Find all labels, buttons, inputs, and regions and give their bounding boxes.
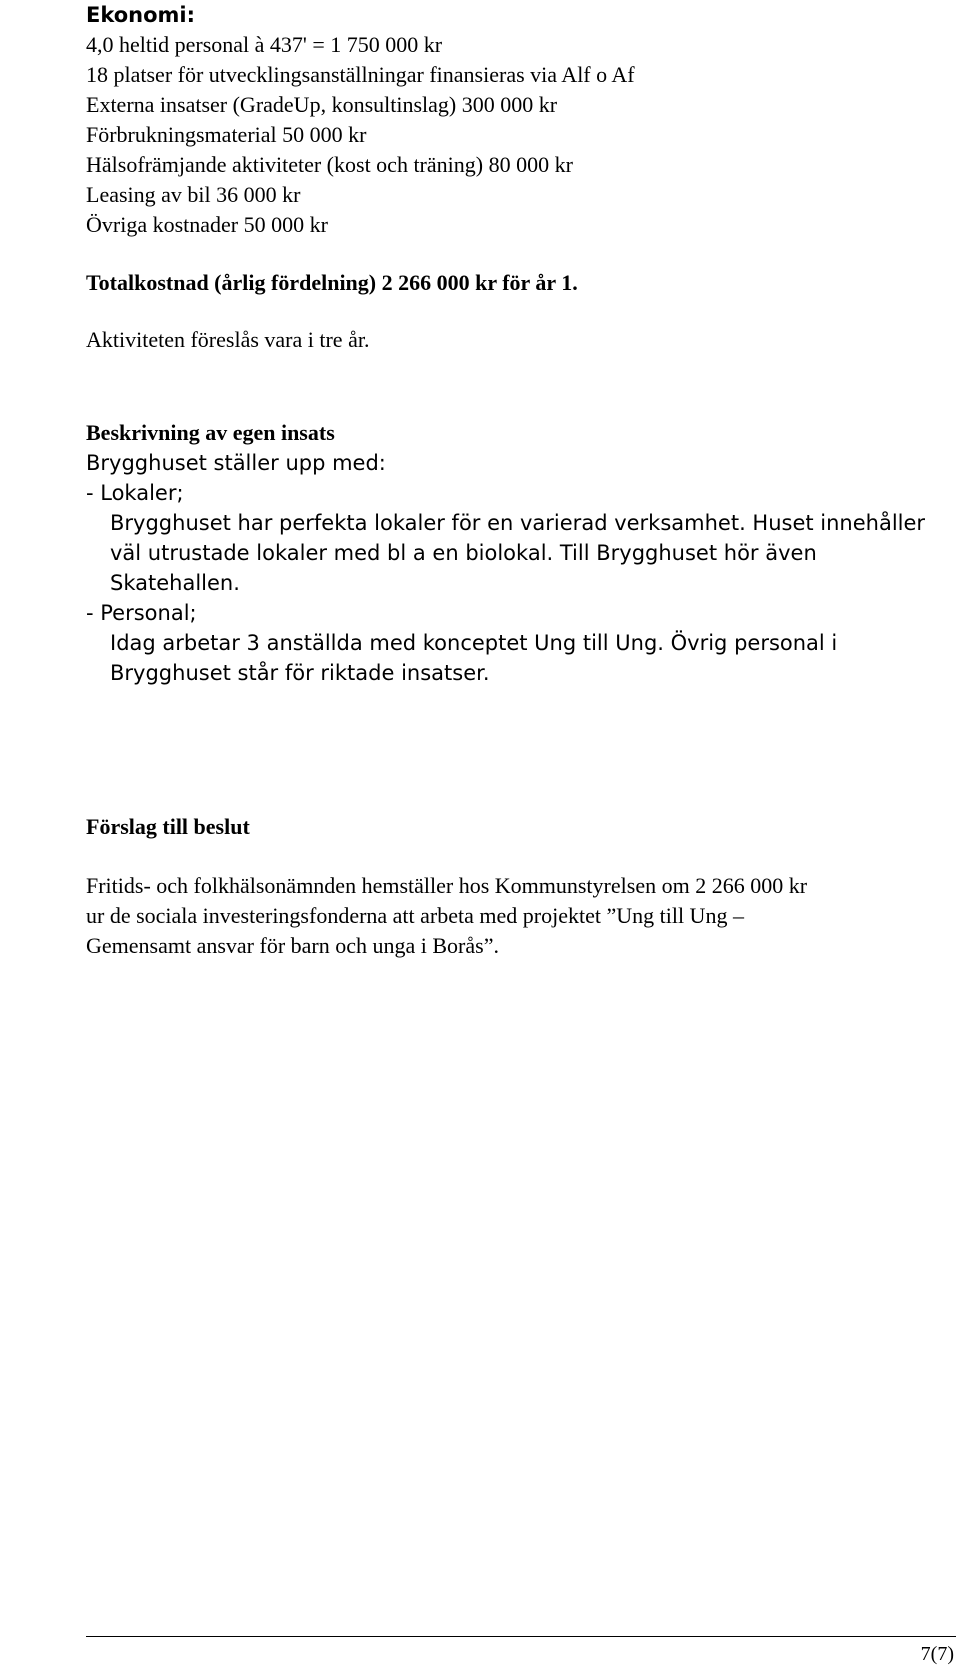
ekonomi-item: Förbrukningsmaterial 50 000 kr — [86, 122, 367, 147]
ekonomi-section — [86, 0, 635, 240]
forslag-line: ur de sociala investeringsfonderna att arbeta med projektet ”Ung till Ung – — [86, 903, 744, 928]
list-item-text: Brygghuset står för riktade insatser. — [110, 661, 490, 685]
forslag-line: Fritids- och folkhälsonämnden hemställer hos Kommunstyrelsen om 2 266 000 kr — [86, 873, 808, 898]
list-item-text: väl utrustade lokaler med bl a en biolokal. Till Brygghuset hör även — [110, 541, 817, 565]
list-item-text: Skatehallen. — [110, 571, 240, 595]
forslag-heading: Förslag till beslut — [86, 814, 250, 839]
ekonomi-item: 18 platser för utvecklingsanställningar finansieras via Alf o Af — [86, 62, 635, 87]
ekonomi-item: Externa insatser (GradeUp, konsultinslag) 300 000 kr — [86, 92, 558, 117]
ekonomi-duration: Aktiviteten föreslås vara i tre år. — [86, 327, 370, 352]
page-number: 7(7) — [920, 1643, 954, 1665]
egen-insats-heading: Beskrivning av egen insats — [86, 420, 335, 445]
list-item-label-personal: - Personal; — [86, 601, 197, 625]
ekonomi-total: Totalkostnad (årlig fördelning) 2 266 000 kr för år 1. — [86, 270, 578, 295]
egen-insats-intro: Brygghuset ställer upp med: — [86, 451, 386, 475]
forslag-line: Gemensamt ansvar för barn och unga i Borås”. — [86, 933, 499, 958]
ekonomi-item: Hälsofrämjande aktiviteter (kost och träning) 80 000 kr — [86, 152, 573, 177]
footer-divider — [86, 1636, 956, 1637]
egen-insats-section — [86, 418, 946, 688]
list-item-text: Idag arbetar 3 anställda med konceptet Ung till Ung. Övrig personal i — [110, 631, 838, 655]
list-item-text: Brygghuset har perfekta lokaler för en varierad verksamhet. Huset innehåller — [110, 511, 926, 535]
ekonomi-item: Leasing av bil 36 000 kr — [86, 182, 301, 207]
forslag-text — [86, 871, 946, 961]
ekonomi-item: Övriga kostnader 50 000 kr — [86, 212, 328, 237]
list-item-label-lokaler: - Lokaler; — [86, 481, 184, 505]
ekonomi-heading: Ekonomi: — [86, 3, 196, 27]
ekonomi-item: 4,0 heltid personal à 437' = 1 750 000 kr — [86, 32, 443, 57]
